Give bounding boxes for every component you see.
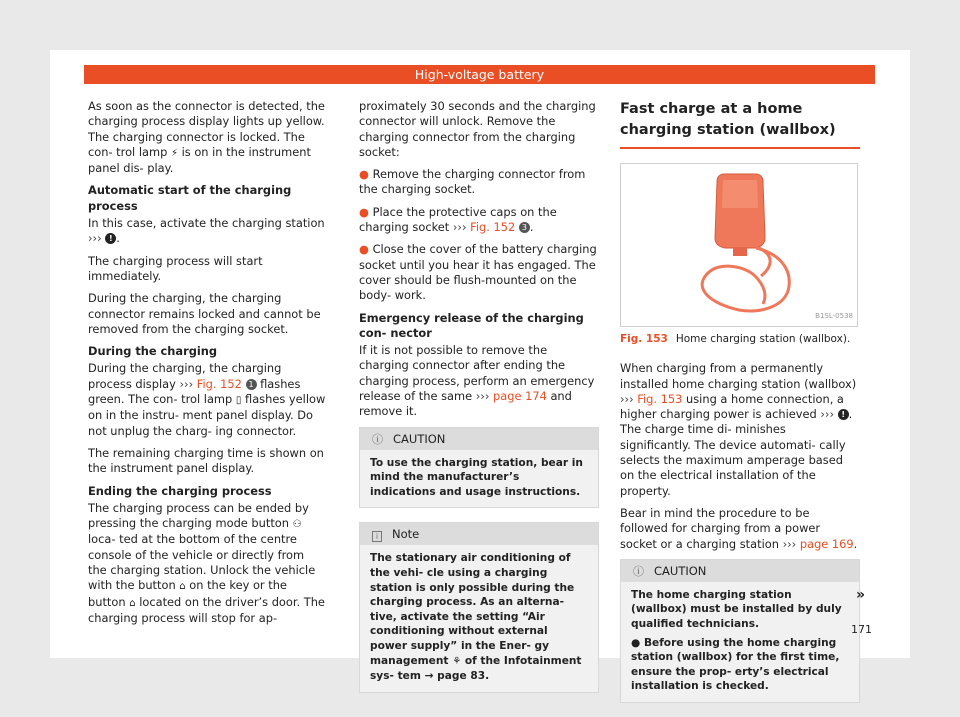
unlock-key-icon: ⌂ [179, 581, 186, 593]
page-header: High-voltage battery [84, 65, 875, 84]
caution-icon: ⓘ [372, 432, 383, 446]
cross-ref-arrows: ››› [88, 231, 102, 246]
paragraph: The remaining charging time is shown on the instrument panel display. [88, 445, 324, 476]
text: flashes yellow on in the instru- ment panel display. Do not unplug the charg- ing connector. [88, 392, 326, 438]
caution-icon: ⓘ [633, 564, 644, 578]
section-title: Fast charge at a home charging station (wallbox) [620, 99, 860, 149]
cross-ref-arrows: ››› [782, 536, 797, 551]
cross-ref-arrows: ››› [620, 391, 634, 406]
text: on the key or the button [88, 578, 287, 609]
caution-box [359, 427, 599, 509]
caution-title: CAUTION [654, 563, 707, 578]
column-1 [88, 99, 326, 633]
heading-auto-start: Automatic start of the charging process [88, 183, 292, 213]
text: Before using the home charging station (wallbox) for the first time, ensure the prop- erty’s electrical installation is checked. [631, 636, 840, 693]
bullet-item: ● Place the protective caps on the charging socket ››› Fig. 152 3 . [359, 204, 557, 235]
paragraph: proximately 30 seconds and the charging connector will unlock. Remove the charging connector from the charging socket: [359, 99, 596, 159]
charging-status-icon: ▯ [235, 395, 242, 407]
column-3 [620, 99, 860, 717]
caution-title: CAUTION [393, 431, 446, 446]
text: In this case, activate the charging station [88, 216, 325, 231]
note-box [359, 522, 599, 692]
text: Bear in mind the procedure to be followed for charging from a power socket or a charging station [620, 505, 821, 551]
paragraph: Bear in mind the procedure to be followed for charging from a power socket or a charging station ››› page 169. [620, 505, 858, 551]
text: Close the cover of the battery charging socket until you hear it has engaged. The cover should be flush-mounted on the body- work. [359, 242, 597, 303]
cross-ref-arrows: ››› [820, 407, 835, 422]
text: . The charge time di- minishes significantly. The device automati- cally selects the maximum amperage based on the electrical installation of the property. [620, 407, 853, 498]
figure-caption [620, 332, 860, 347]
bullet-icon: ● [359, 204, 369, 219]
cross-ref-arrows: ››› [452, 220, 467, 235]
paragraph [620, 361, 860, 499]
energy-management-icon: ⚘ [452, 655, 462, 667]
note-header [360, 523, 598, 545]
charging-mode-icon: ⚇ [292, 519, 302, 531]
cross-ref-arrows: ››› [179, 376, 194, 391]
caption-text: Home charging station (wallbox). [675, 333, 851, 345]
caution-header [360, 428, 598, 450]
text: The stationary air conditioning of the vehi- cle using a charging station is only possible during the charging process. As an alterna- tive, activate the setting “Air conditioning without external power supply” in the Ener- gy management [370, 552, 575, 667]
text: During the charging, the charging process display [88, 361, 282, 391]
paragraph [88, 501, 326, 626]
text: Remove the charging connector from the charging socket. [359, 167, 586, 197]
text: flashes green. The con- trol lamp [88, 376, 301, 407]
note-title: Note [392, 527, 420, 542]
text: located on the driver’s door. The charging process will stop for ap- [88, 594, 325, 625]
figure-link[interactable]: Fig. 153 [637, 391, 683, 406]
wallbox-figure [620, 163, 858, 327]
paragraph: In this case, activate the charging station ››› ! . [88, 216, 325, 246]
note-text [360, 545, 598, 691]
text: and remove it. [359, 389, 572, 419]
caution-box [620, 559, 860, 703]
paragraph [359, 343, 599, 419]
paragraph: During the charging, the charging connector remains locked and cannot be removed from the charging socket. [88, 291, 321, 336]
column-2 [359, 99, 599, 707]
charging-plug-icon: ⚡ [170, 147, 178, 159]
warning-circle-icon: ! [105, 233, 116, 244]
caution-body [621, 582, 859, 702]
text: If it is not possible to remove the charging connector after ending the charging process, perform an emergency release of the same [359, 343, 595, 404]
heading-during-charging: During the charging [88, 344, 218, 359]
warning-circle-icon: ! [838, 409, 849, 420]
heading-emergency-release: Emergency release of the charging con- nector [359, 310, 584, 340]
caution-text: To use the charging station, bear in mind the manufacturer’s indications and usage instructions. [360, 450, 598, 508]
callout-number: 1 [246, 379, 257, 390]
heading-ending-charging: Ending the charging process [88, 483, 272, 498]
text: of the Infotainment sys- tem → page 83. [370, 654, 582, 683]
callout-number: 3 [519, 222, 530, 233]
text: using a home connection, a higher charging power is achieved [620, 391, 844, 422]
caution-bullet: ● Before using the home charging station (wallbox) for the first time, ensure the prop- erty’s electrical installation is checked. [631, 636, 840, 693]
wallbox-illustration [621, 164, 859, 328]
page-number: 171 [851, 623, 872, 636]
figure-code: B1SL-0538 [815, 311, 853, 320]
note-icon: i [372, 531, 382, 542]
text: The charging process can be ended by pressing the charging mode button [88, 500, 309, 531]
caution-text: The home charging station (wallbox) must be installed by duly qualified technicians. [631, 588, 842, 631]
page-link[interactable]: page 174 [493, 389, 547, 404]
continued-marker: » [856, 587, 866, 603]
caution-header [621, 560, 859, 582]
figure-link[interactable]: Fig. 152 [196, 376, 242, 391]
text: loca- ted at the bottom of the centre console of the vehicle or directly from the charging station. Unlock the vehicle with the button [88, 532, 316, 593]
manual-page [50, 50, 910, 693]
text: Place the protective caps on the charging socket [359, 204, 557, 235]
bullet-icon: ● [359, 242, 369, 257]
paragraph [88, 99, 326, 176]
paragraph [88, 361, 326, 438]
text: is on in the instrument panel dis- play. [88, 144, 311, 176]
bullet-item [359, 167, 599, 198]
figure-link[interactable]: Fig. 152 [470, 220, 516, 235]
paragraph: The charging process will start immediately. [88, 253, 263, 283]
door-unlock-icon: ⌂ [129, 597, 136, 609]
text: As soon as the connector is detected, the charging process display lights up yellow. The charging connector is locked. The con- trol lamp [88, 99, 325, 159]
text: When charging from a permanently installed home charging station (wallbox) [620, 361, 857, 391]
figure-label: Fig. 153 [620, 333, 668, 345]
bullet-item [359, 242, 599, 303]
page-link[interactable]: page 169 [799, 536, 854, 551]
bullet-icon: ● [359, 167, 369, 182]
cross-ref-arrows: ››› [475, 389, 490, 404]
